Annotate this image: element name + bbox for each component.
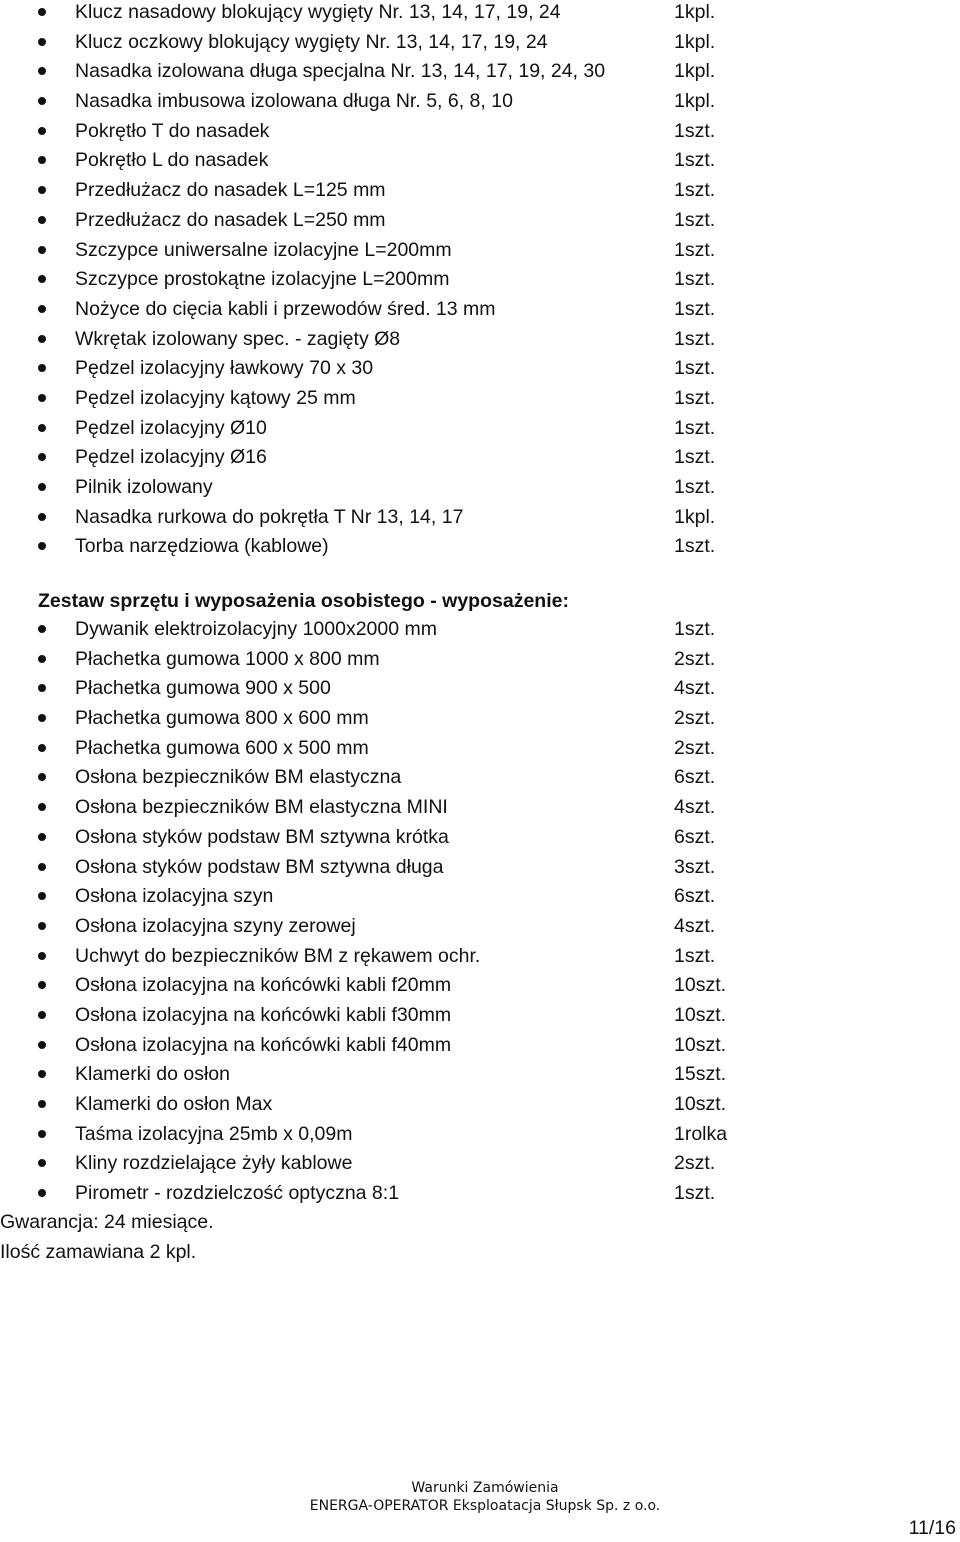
bullet-icon — [38, 863, 46, 871]
list-item — [0, 825, 960, 855]
bullet-icon — [38, 38, 46, 46]
item-quantity: 10szt. — [674, 1033, 727, 1056]
item-name: Pędzel izolacyjny kątowy 25 mm — [75, 386, 356, 409]
item-quantity: 1szt. — [674, 944, 716, 967]
item-quantity: 1kpl. — [674, 505, 716, 528]
item-name: Osłona bezpieczników BM elastyczna MINI — [75, 796, 448, 819]
list-item — [0, 1151, 960, 1181]
item-name: Klamerki do osłon — [75, 1063, 230, 1086]
item-name: Osłona styków podstaw BM sztywna długa — [75, 855, 444, 878]
item-name: Płachetka gumowa 900 x 500 — [75, 677, 331, 700]
bullet-icon — [38, 952, 46, 960]
bullet-icon — [38, 394, 46, 402]
item-quantity: 6szt. — [674, 766, 716, 789]
list-item — [0, 208, 960, 238]
list-item — [0, 445, 960, 475]
bullet-icon — [38, 773, 46, 781]
item-name: Osłona izolacyjna szyn — [75, 885, 274, 908]
list-item — [0, 676, 960, 706]
item-name: Pilnik izolowany — [75, 476, 213, 498]
item-quantity: 1szt. — [674, 268, 716, 291]
item-name: Szczypce prostokątne izolacyjne L=200mm — [75, 268, 450, 291]
list-item — [0, 119, 960, 149]
bullet-icon — [38, 655, 46, 663]
bullet-icon — [38, 1159, 46, 1167]
bullet-icon — [38, 1011, 46, 1019]
bullet-icon — [38, 216, 46, 224]
item-name: Klamerki do osłon Max — [75, 1093, 273, 1115]
bullet-icon — [38, 1041, 46, 1049]
item-quantity: 1szt. — [674, 416, 716, 439]
item-quantity: 1kpl. — [674, 1, 716, 23]
bullet-icon — [38, 625, 46, 633]
item-quantity: 1szt. — [674, 149, 716, 172]
item-name: Klucz oczkowy blokujący wygięty Nr. 13, 14, 17, 19, 24 — [75, 30, 548, 53]
item-quantity: 10szt. — [674, 1093, 727, 1115]
bullet-icon — [38, 364, 46, 372]
list-item — [0, 647, 960, 677]
list-item — [0, 386, 960, 416]
page-number: 11/16 — [908, 1517, 956, 1539]
list-item — [0, 89, 960, 119]
item-name: Osłona izolacyjna na końcówki kabli f40mm — [75, 1033, 452, 1056]
bullet-icon — [38, 542, 46, 550]
list-item — [0, 914, 960, 944]
bullet-icon — [38, 1070, 46, 1078]
item-name: Pędzel izolacyjny Ø10 — [75, 416, 267, 439]
list-item — [0, 59, 960, 89]
item-name: Osłona izolacyjna na końcówki kabli f20mm — [75, 974, 452, 997]
list-item — [0, 505, 960, 535]
item-name: Nasadka imbusowa izolowana długa Nr. 5, 6, 8, 10 — [75, 90, 513, 113]
equipment-list — [0, 617, 960, 1211]
list-item — [0, 795, 960, 825]
bullet-icon — [38, 453, 46, 461]
equipment-section-heading: Zestaw sprzętu i wyposażenia osobistego - wyposażenie: — [38, 590, 569, 612]
list-item — [0, 30, 960, 60]
footer-company: ENERGA-OPERATOR Eksploatacja Słupsk Sp. z o.o. — [309, 1498, 661, 1514]
list-item — [0, 238, 960, 268]
item-name: Przedłużacz do nasadek L=250 mm — [75, 208, 386, 231]
list-item — [0, 0, 960, 30]
item-quantity: 1szt. — [674, 1182, 716, 1205]
item-name: Przedłużacz do nasadek L=125 mm — [75, 179, 386, 202]
item-quantity: 1rolka — [674, 1122, 728, 1145]
item-quantity: 1szt. — [674, 446, 716, 469]
list-item — [0, 297, 960, 327]
item-name: Osłona izolacyjna na końcówki kabli f30mm — [75, 1003, 452, 1026]
item-quantity: 15szt. — [674, 1063, 727, 1086]
item-quantity: 1szt. — [674, 297, 716, 320]
list-item — [0, 944, 960, 974]
item-name: Osłona bezpieczników BM elastyczna — [75, 766, 402, 789]
item-name: Taśma izolacyjna 25mb x 0,09m — [75, 1122, 353, 1145]
bullet-icon — [38, 744, 46, 752]
item-quantity: 1szt. — [674, 476, 716, 498]
bullet-icon — [38, 922, 46, 930]
item-name: Uchwyt do bezpieczników BM z rękawem ochr. — [75, 944, 481, 967]
item-quantity: 3szt. — [674, 855, 716, 878]
bullet-icon — [38, 892, 46, 900]
tools-list — [0, 0, 960, 564]
item-name: Osłona styków podstaw BM sztywna krótka — [75, 825, 449, 848]
item-name: Pirometr - rozdzielczość optyczna 8:1 — [75, 1182, 400, 1205]
bullet-icon — [38, 246, 46, 254]
list-item — [0, 475, 960, 505]
bullet-icon — [38, 513, 46, 521]
item-name: Pokrętło L do nasadek — [75, 149, 269, 172]
item-name: Nożyce do cięcia kabli i przewodów śred. 13 mm — [75, 297, 496, 320]
item-quantity: 4szt. — [674, 796, 716, 819]
bullet-icon — [38, 424, 46, 432]
list-item — [0, 178, 960, 208]
item-name: Kliny rozdzielające żyły kablowe — [75, 1152, 353, 1175]
bullet-icon — [38, 684, 46, 692]
item-name: Wkrętak izolowany spec. - zagięty Ø8 — [75, 327, 401, 350]
footer-title: Warunki Zamówienia — [411, 1480, 559, 1496]
item-quantity: 1kpl. — [674, 60, 716, 83]
item-name: Nasadka rurkowa do pokrętła T Nr 13, 14, 17 — [75, 505, 464, 528]
item-name: Klucz nasadowy blokujący wygięty Nr. 13, 14, 17, 19, 24 — [75, 1, 561, 23]
item-name: Osłona izolacyjna szyny zerowej — [75, 914, 356, 937]
list-item — [0, 884, 960, 914]
bullet-icon — [38, 67, 46, 75]
list-item — [0, 1062, 960, 1092]
item-quantity: 2szt. — [674, 707, 716, 730]
order-quantity-note: Ilość zamawiana 2 kpl. — [0, 1241, 197, 1263]
item-quantity: 1szt. — [674, 238, 716, 261]
item-quantity: 1szt. — [674, 119, 716, 142]
bullet-icon — [38, 981, 46, 989]
item-quantity: 2szt. — [674, 1152, 716, 1175]
list-item — [0, 534, 960, 564]
item-name: Szczypce uniwersalne izolacyjne L=200mm — [75, 238, 452, 261]
bullet-icon — [38, 483, 46, 491]
item-name: Nasadka izolowana długa specjalna Nr. 13, 14, 17, 19, 24, 30 — [75, 60, 606, 83]
bullet-icon — [38, 305, 46, 313]
list-item — [0, 148, 960, 178]
item-quantity: 6szt. — [674, 885, 716, 908]
item-name: Pędzel izolacyjny ławkowy 70 x 30 — [75, 357, 374, 380]
bullet-icon — [38, 335, 46, 343]
item-quantity: 1szt. — [674, 357, 716, 380]
item-quantity: 1szt. — [674, 535, 716, 558]
list-item — [0, 973, 960, 1003]
list-item — [0, 1003, 960, 1033]
list-item — [0, 327, 960, 357]
bullet-icon — [38, 1130, 46, 1138]
bullet-icon — [38, 714, 46, 722]
item-quantity: 2szt. — [674, 647, 716, 670]
list-item — [0, 1122, 960, 1152]
bullet-icon — [38, 275, 46, 283]
item-quantity: 1szt. — [674, 208, 716, 231]
item-name: Torba narzędziowa (kablowe) — [75, 535, 329, 558]
item-quantity: 4szt. — [674, 677, 716, 700]
item-quantity: 1szt. — [674, 179, 716, 202]
item-quantity: 4szt. — [674, 914, 716, 937]
list-item — [0, 267, 960, 297]
item-quantity: 1kpl. — [674, 30, 716, 53]
list-item — [0, 1181, 960, 1211]
list-item — [0, 1033, 960, 1063]
item-name: Płachetka gumowa 800 x 600 mm — [75, 707, 369, 730]
list-item — [0, 1092, 960, 1122]
list-item — [0, 706, 960, 736]
item-quantity: 6szt. — [674, 825, 716, 848]
item-name: Płachetka gumowa 600 x 500 mm — [75, 736, 369, 759]
list-item — [0, 765, 960, 795]
item-quantity: 10szt. — [674, 1003, 727, 1026]
list-item — [0, 617, 960, 647]
list-item — [0, 736, 960, 766]
bullet-icon — [38, 803, 46, 811]
item-name: Pokrętło T do nasadek — [75, 119, 270, 142]
bullet-icon — [38, 1189, 46, 1197]
item-quantity: 10szt. — [674, 974, 727, 997]
list-item — [0, 855, 960, 885]
list-item — [0, 416, 960, 446]
bullet-icon — [38, 127, 46, 135]
list-item — [0, 356, 960, 386]
item-name: Dywanik elektroizolacyjny 1000x2000 mm — [75, 618, 437, 640]
warranty-note: Gwarancja: 24 miesiące. — [0, 1211, 214, 1233]
bullet-icon — [38, 97, 46, 105]
bullet-icon — [38, 8, 46, 16]
item-quantity: 1szt. — [674, 327, 716, 350]
item-quantity: 1szt. — [674, 618, 716, 640]
item-name: Pędzel izolacyjny Ø16 — [75, 446, 267, 469]
bullet-icon — [38, 186, 46, 194]
bullet-icon — [38, 156, 46, 164]
bullet-icon — [38, 1100, 46, 1108]
item-name: Płachetka gumowa 1000 x 800 mm — [75, 647, 380, 670]
item-quantity: 1kpl. — [674, 90, 716, 113]
item-quantity: 1szt. — [674, 386, 716, 409]
bullet-icon — [38, 833, 46, 841]
item-quantity: 2szt. — [674, 736, 716, 759]
